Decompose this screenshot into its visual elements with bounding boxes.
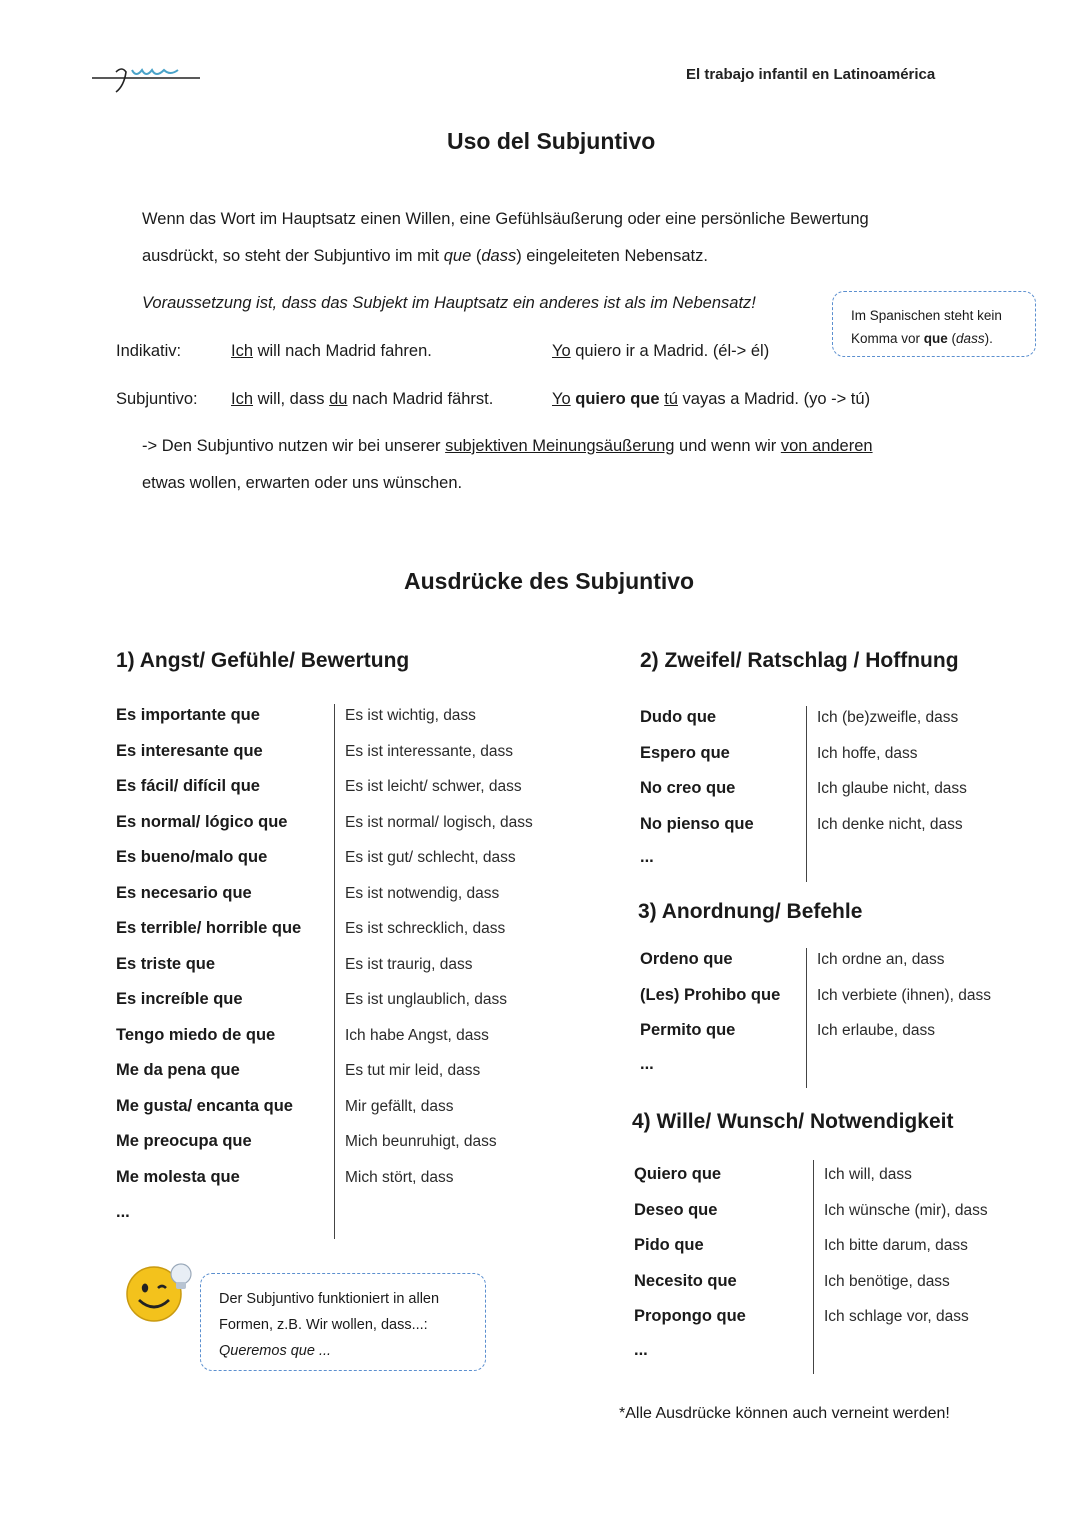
s1-expression-es: Me da pena que (116, 1061, 240, 1079)
s4-expression-de: Ich benötige, dass (824, 1272, 950, 1290)
s3-expression-es: (Les) Prohibo que (640, 985, 781, 1004)
smiley-lightbulb-icon (124, 1258, 198, 1324)
s2-expression-de: Ich (be)zweifle, dass (817, 709, 959, 726)
intro-condition: Voraussetzung ist, dass das Subjekt im Hauptsatz ein anderes ist als im Nebensatz! (142, 294, 756, 312)
subjuntivo-german: Ich will, dass du nach Madrid fährst. (231, 390, 494, 408)
section-4-divider (813, 1160, 814, 1374)
s1-expression-es: Es fácil/ difícil que (116, 777, 260, 795)
indikativ-spanish: Yo quiero ir a Madrid. (él-> él) (552, 342, 770, 360)
s3-expression-de: Ich erlaube, dass (817, 1022, 936, 1039)
section-2-title: 2) Zweifel/ Ratschlag / Hoffnung (640, 649, 959, 672)
s2-expression-es: Espero que (640, 743, 730, 762)
s1-expression-de: Es ist normal/ logisch, dass (345, 813, 533, 831)
s1-expression-de: Es ist traurig, dass (345, 955, 473, 973)
s3-expression-es: Ordeno que (640, 950, 733, 968)
s1-expression-es: Tengo miedo de que (116, 1025, 276, 1044)
section-1-title: 1) Angst/ Gefühle/ Bewertung (116, 649, 410, 672)
s2-expression-es: Dudo que (640, 708, 717, 726)
s4-expression-es: Quiero que (634, 1165, 722, 1183)
s1-expression-de: Es ist schrecklich, dass (345, 920, 506, 937)
s3-expression-es: Permito que (640, 1021, 736, 1039)
s4-expression-de: Ich wünsche (mir), dass (824, 1201, 988, 1219)
subjuntivo-label: Subjuntivo: (116, 390, 198, 408)
section-1-divider (334, 704, 335, 1239)
s1-expression-de: Mir gefällt, dass (345, 1097, 454, 1115)
s1-expression-de: Es ist leicht/ schwer, dass (345, 778, 522, 795)
indikativ-label: Indikativ: (116, 342, 182, 360)
s3-expression-de: Ich ordne an, dass (817, 951, 945, 968)
page-title: Uso del Subjuntivo (447, 128, 656, 154)
s2-expression-de: Ich glaube nicht, dass (817, 780, 967, 797)
note-all-forms: Der Subjuntivo funktioniert in allen Formen, z.B. Wir wollen, dass...: Queremos que ... (200, 1273, 486, 1371)
subjuntivo-spanish: Yo quiero que tú vayas a Madrid. (yo -> tú) (552, 390, 871, 408)
s2-expression-es: No pienso que (640, 814, 754, 833)
s1-expression-es: Es normal/ lógico que (116, 812, 288, 831)
s1-expression-es: Es importante que (116, 706, 260, 724)
summary-line-1: -> Den Subjuntivo nutzen wir bei unserer subjektiven Meinungsäußerung und wenn wir von anderen (142, 437, 873, 455)
s1-expression-es: Es bueno/malo que (116, 848, 268, 866)
indikativ-german: Ich will nach Madrid fahren. (231, 342, 432, 360)
s1-expression-de: Es ist interessante, dass (345, 742, 513, 760)
s4-expression-es: Pido que (634, 1236, 704, 1254)
s1-expression-es: Es increíble que (116, 990, 243, 1008)
logo (88, 60, 208, 96)
summary-line-2: etwas wollen, erwarten oder uns wünschen. (142, 474, 463, 492)
s1-expression-es: Es terrible/ horrible que (116, 919, 302, 937)
section-2-divider (806, 706, 807, 882)
s2-expression-es: No creo que (640, 779, 736, 797)
s4-more-ellipsis: ... (634, 1340, 648, 1359)
s3-expression-de: Ich verbiete (ihnen), dass (817, 986, 992, 1004)
s1-expression-de: Es tut mir leid, dass (345, 1062, 481, 1079)
s1-expression-es: Es triste que (116, 954, 216, 973)
s1-expression-de: Es ist gut/ schlecht, dass (345, 849, 516, 866)
s1-more-ellipsis: ... (116, 1203, 130, 1221)
s1-expression-de: Es ist notwendig, dass (345, 884, 500, 902)
s1-expression-de: Mich beunruhigt, dass (345, 1133, 497, 1150)
s1-expression-de: Ich habe Angst, dass (345, 1026, 489, 1044)
section-title: Ausdrücke des Subjuntivo (404, 568, 695, 594)
s1-expression-es: Es interesante que (116, 741, 263, 760)
s2-expression-de: Ich hoffe, dass (817, 744, 918, 762)
s1-expression-es: Me gusta/ encanta que (116, 1096, 293, 1115)
s4-expression-de: Ich bitte darum, dass (824, 1237, 968, 1254)
section-4-title: 4) Wille/ Wunsch/ Notwendigkeit (632, 1110, 954, 1133)
s1-expression-de: Mich stört, dass (345, 1168, 454, 1186)
note-comma: Im Spanischen steht kein Komma vor que (dass). (832, 291, 1036, 357)
logo-signature-icon (88, 60, 208, 96)
header-topic: El trabajo infantil en Latinoamérica (686, 66, 936, 83)
s1-expression-es: Me molesta que (116, 1167, 240, 1186)
s1-expression-de: Es ist wichtig, dass (345, 707, 476, 724)
s2-more-ellipsis: ... (640, 848, 654, 866)
s4-expression-es: Necesito que (634, 1271, 737, 1290)
intro-line-2: ausdrückt, so steht der Subjuntivo im mit que (dass) eingeleiteten Nebensatz. (142, 247, 708, 265)
s2-expression-de: Ich denke nicht, dass (817, 815, 963, 833)
s4-expression-es: Deseo que (634, 1200, 718, 1219)
s1-expression-es: Es necesario que (116, 883, 252, 902)
section-3-title: 3) Anordnung/ Befehle (638, 900, 863, 923)
s1-expression-de: Es ist unglaublich, dass (345, 991, 507, 1008)
footnote: *Alle Ausdrücke können auch verneint werden! (619, 1405, 950, 1422)
s3-more-ellipsis: ... (640, 1054, 654, 1073)
s4-expression-de: Ich schlage vor, dass (824, 1308, 969, 1325)
s4-expression-es: Propongo que (634, 1307, 746, 1325)
s4-expression-de: Ich will, dass (824, 1166, 912, 1183)
s1-expression-es: Me preocupa que (116, 1132, 252, 1150)
intro-line-1: Wenn das Wort im Hauptsatz einen Willen, eine Gefühlsäußerung oder eine persönliche Bewertung (142, 210, 869, 228)
section-3-divider (806, 948, 807, 1088)
